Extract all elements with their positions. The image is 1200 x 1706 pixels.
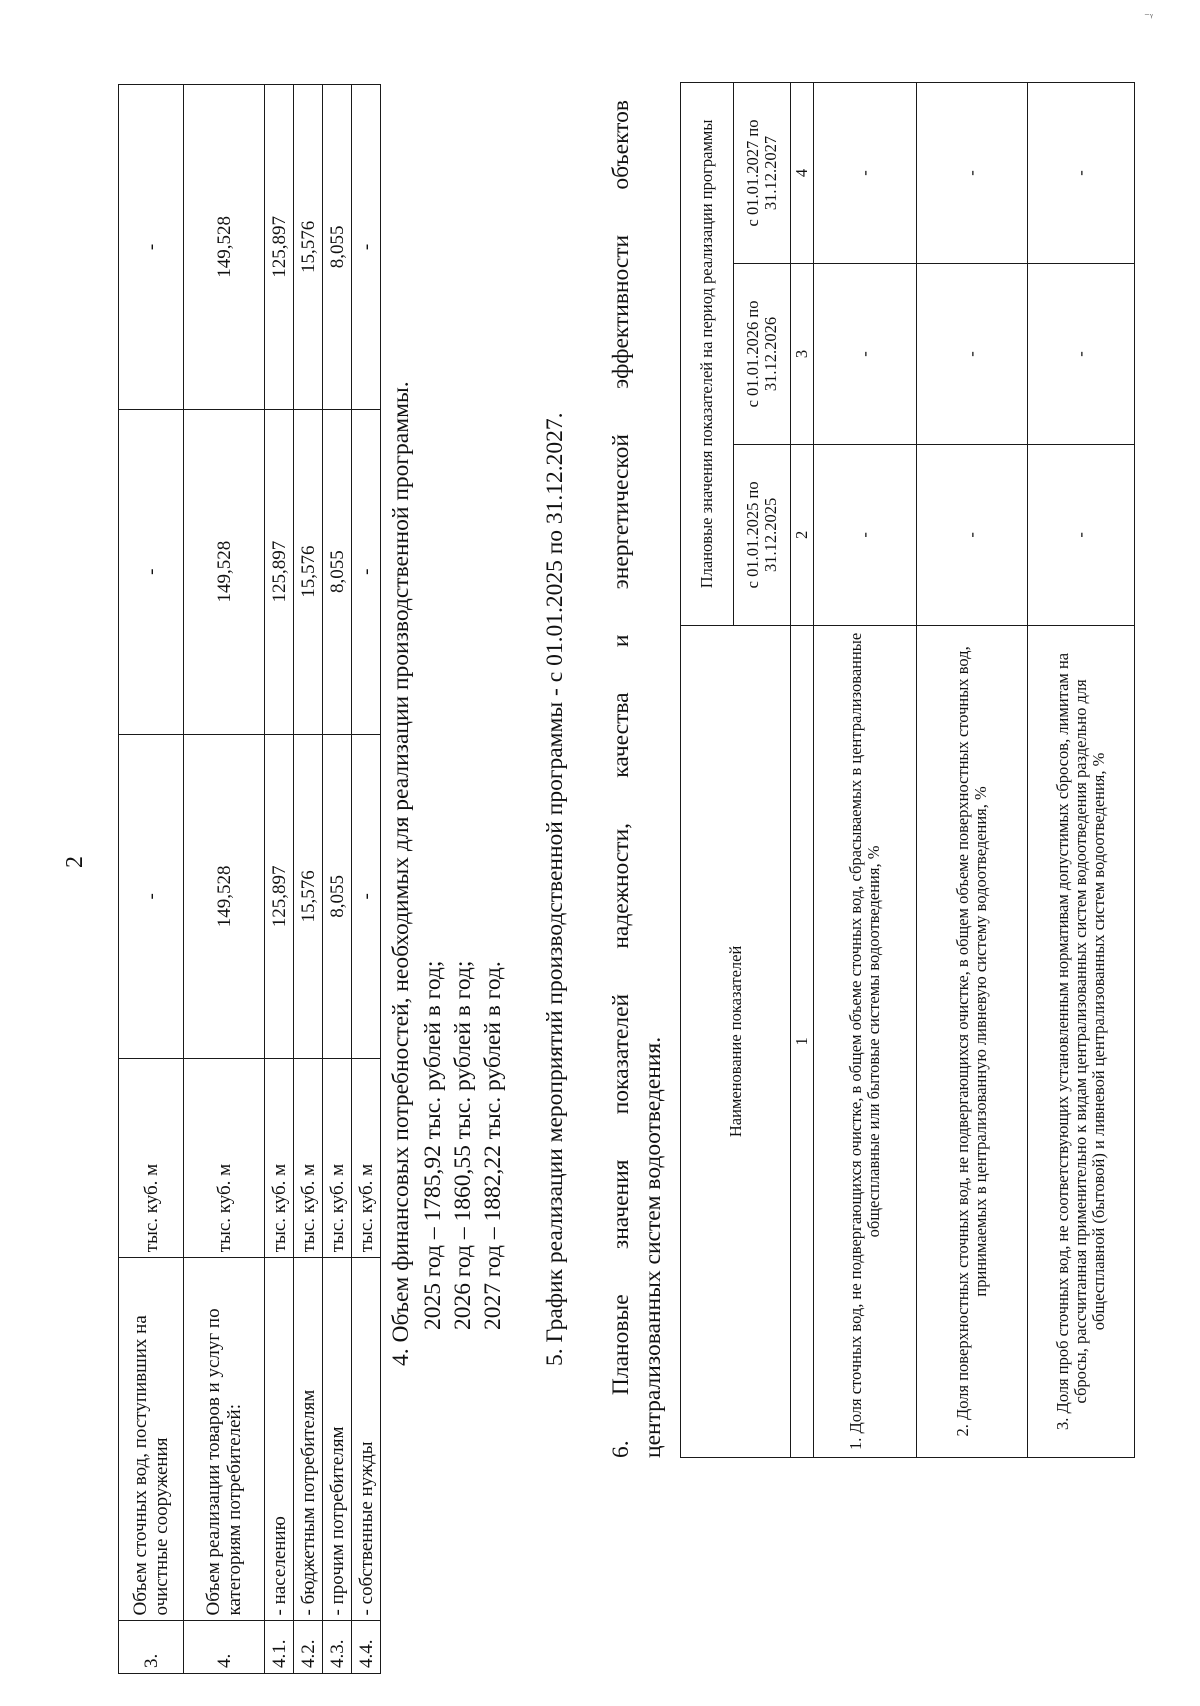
row-name: - бюджетным потребителям (294, 1258, 323, 1621)
column-number: 2 (791, 444, 814, 625)
heading-word: надежности, (608, 822, 634, 949)
row-name: - населению (265, 1258, 294, 1621)
value-2026: - (352, 409, 381, 734)
section-5-schedule: 5. График реализации мероприятий производственной программы - с 01.01.2025 по 31.12.2027. (542, 412, 568, 1366)
indicator-value: - (814, 444, 917, 625)
row-number: 4. (184, 1621, 265, 1674)
row-number: 4.4. (352, 1621, 381, 1674)
header-indicator-name: Наименование показателей (681, 625, 791, 1457)
value-2025: 8,055 (323, 734, 352, 1059)
table-row (1028, 83, 1135, 1458)
indicator-name: 3. Доля проб сточных вод, не соответствующих установленным нормативам допустимых сбросов, лимитам на сбросы, рассчитанная применительно к видам централизованных систем водоотведения раздельно для общесплавной (бытовой) и ливневой централизованных систем водоотведения, % (1028, 625, 1135, 1457)
heading-word: качества (608, 692, 634, 778)
value-2025: - (352, 734, 381, 1059)
value-2027: - (119, 85, 184, 410)
indicator-name: 2. Доля поверхностных сточных вод, не подвергающихся очистке, в общем объеме поверхностных сточных вод, принимаемых в централизованную ливневую систему водоотведения, % (917, 625, 1028, 1457)
indicator-value: - (814, 83, 917, 264)
indicator-value: - (917, 263, 1028, 444)
section-6-heading-continued: централизованных систем водоотведения. (640, 1036, 666, 1458)
indicators-table (680, 82, 1135, 1458)
heading-word: и (608, 634, 634, 648)
row-unit: тыс. куб. м (352, 1059, 381, 1258)
value-2025: - (119, 734, 184, 1059)
row-number: 4.1. (265, 1621, 294, 1674)
value-2025: 149,528 (184, 734, 265, 1059)
column-number: 3 (791, 263, 814, 444)
row-number: 4.2. (294, 1621, 323, 1674)
value-2026: 149,528 (184, 409, 265, 734)
row-unit: тыс. куб. м (184, 1059, 265, 1258)
scan-mark: ⁻ᵞ (1144, 11, 1153, 24)
header-plan-period: Плановые значения показателей на период реализации программы (681, 83, 734, 626)
heading-word: Плановые (608, 1294, 634, 1396)
row-name: - прочим потребителям (323, 1258, 352, 1621)
table-row (352, 85, 381, 1674)
indicator-value: - (1028, 83, 1135, 264)
header-period-2026: с 01.01.2026 по 31.12.2026 (734, 263, 791, 444)
value-2025: 15,576 (294, 734, 323, 1059)
value-2026: 15,576 (294, 409, 323, 734)
row-unit: тыс. куб. м (323, 1059, 352, 1258)
table-row (119, 85, 184, 1674)
production-volume-table (118, 84, 381, 1674)
indicator-name: 1. Доля сточных вод, не подвергающихся очистке, в общем объеме сточных вод, сбрасываемых в централизованные общесплавные или бытовые системы водоотведения, % (814, 625, 917, 1457)
heading-word: 6. (608, 1440, 634, 1458)
heading-word: эффективности (608, 234, 634, 389)
row-unit: тыс. куб. м (119, 1059, 184, 1258)
column-number: 4 (791, 83, 814, 264)
financial-need-2026: 2026 год – 1860,55 тыс. рублей в год; (450, 960, 476, 1330)
table-row (265, 85, 294, 1674)
row-name: Объем сточных вод, поступивших на очистные сооружения (119, 1258, 184, 1621)
row-name: Объем реализации товаров и услуг по категориям потребителей: (184, 1258, 265, 1621)
column-number: 1 (791, 625, 814, 1457)
table-row (814, 83, 917, 1458)
table-row (184, 85, 265, 1674)
value-2027: 8,055 (323, 85, 352, 410)
financial-need-2027: 2027 год – 1882,22 тыс. рублей в год. (480, 961, 506, 1330)
value-2026: - (119, 409, 184, 734)
header-period-2027: с 01.01.2027 по 31.12.2027 (734, 83, 791, 264)
indicator-value: - (814, 263, 917, 444)
table-header-row (681, 83, 734, 1458)
row-name: - собственные нужды (352, 1258, 381, 1621)
value-2026: 8,055 (323, 409, 352, 734)
section-4-heading: 4. Объем финансовых потребностей, необходимых для реализации производственной программы. (388, 381, 414, 1366)
page-number: 2 (62, 856, 88, 868)
value-2026: 125,897 (265, 409, 294, 734)
heading-word: энергетической (608, 434, 634, 590)
value-2027: 149,528 (184, 85, 265, 410)
indicator-value: - (917, 83, 1028, 264)
indicator-value: - (1028, 263, 1135, 444)
section-6-heading (608, 100, 635, 1458)
table-row (323, 85, 352, 1674)
indicator-value: - (917, 444, 1028, 625)
value-2027: - (352, 85, 381, 410)
header-period-2025: с 01.01.2025 по 31.12.2025 (734, 444, 791, 625)
row-unit: тыс. куб. м (265, 1059, 294, 1258)
heading-word: значения (608, 1159, 634, 1250)
column-number-row (791, 83, 814, 1458)
value-2025: 125,897 (265, 734, 294, 1059)
table-row (294, 85, 323, 1674)
financial-need-2025: 2025 год – 1785,92 тыс. рублей в год; (420, 960, 446, 1330)
value-2027: 125,897 (265, 85, 294, 410)
row-number: 3. (119, 1621, 184, 1674)
value-2027: 15,576 (294, 85, 323, 410)
table-row (917, 83, 1028, 1458)
indicator-value: - (1028, 444, 1135, 625)
row-unit: тыс. куб. м (294, 1059, 323, 1258)
heading-word: объектов (608, 100, 634, 190)
heading-word: показателей (608, 993, 634, 1115)
row-number: 4.3. (323, 1621, 352, 1674)
